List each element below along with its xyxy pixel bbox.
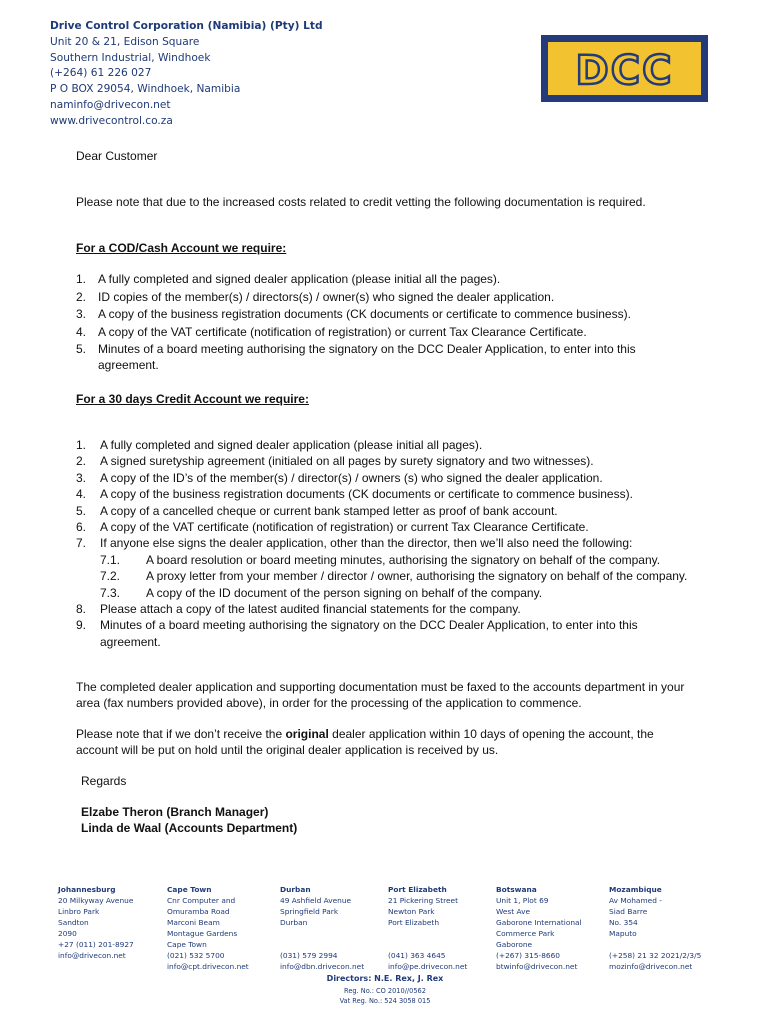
branch-line: No. 354 bbox=[609, 918, 638, 927]
branch-line: 49 Ashfield Avenue bbox=[280, 896, 352, 905]
branch-city: Durban bbox=[280, 885, 311, 894]
item-number: 2. bbox=[76, 454, 87, 469]
branch-line: Cape Town bbox=[167, 940, 207, 949]
item-number: 4. bbox=[76, 487, 87, 502]
list-item bbox=[76, 271, 696, 287]
item-text: A fully completed and signed dealer application (please initial all the pages). bbox=[98, 272, 501, 286]
list-item bbox=[76, 437, 696, 453]
company-address-block bbox=[50, 19, 323, 130]
branch-email[interactable]: info@cpt.drivecon.net bbox=[167, 962, 249, 971]
item-number: 3. bbox=[76, 470, 87, 485]
registration-number: Reg. No.: CO 2010//0562 bbox=[344, 987, 426, 995]
branch-line: Siad Barre bbox=[609, 907, 648, 916]
branch-line: Av Mohamed - bbox=[609, 896, 662, 905]
branch-city: Port Elizabeth bbox=[388, 885, 447, 894]
branch-line: Gaborone International bbox=[496, 918, 582, 927]
regards: Regards bbox=[81, 774, 127, 788]
list-item bbox=[76, 601, 696, 617]
branch-cape-town bbox=[167, 884, 272, 971]
directors: Directors: N.E. Rex, J. Rex bbox=[326, 974, 444, 983]
item-text: Minutes of a board meeting authorising the signatory on the DCC Dealer Application, to enter into this agreement. bbox=[98, 342, 636, 372]
item-text: A fully completed and signed dealer application (please initial all pages). bbox=[100, 438, 483, 452]
item-number: 5. bbox=[76, 342, 87, 356]
signatory-2: Linda de Waal (Accounts Department) bbox=[81, 821, 298, 835]
branch-line: Commerce Park bbox=[496, 929, 555, 938]
branch-contact bbox=[280, 950, 390, 972]
item-text: Please attach a copy of the latest audited financial statements for the company. bbox=[100, 602, 521, 617]
sub-item-text: A copy of the ID document of the person signing on behalf of the company. bbox=[146, 585, 543, 600]
list-item bbox=[76, 503, 696, 519]
item-number: 5. bbox=[76, 503, 87, 518]
vat-registration-number: Vat Reg. No.: 524 3058 015 bbox=[339, 997, 431, 1005]
list-item bbox=[76, 453, 696, 469]
sub-item-number: 7.3. bbox=[100, 585, 121, 600]
item-text: If anyone else signs the dealer application, other than the director, then we’ll also need the following: bbox=[100, 536, 633, 551]
branch-line: Durban bbox=[280, 918, 308, 927]
list-item bbox=[76, 535, 696, 601]
item-number: 6. bbox=[76, 520, 87, 535]
signatory-1: Elzabe Theron (Branch Manager) bbox=[81, 805, 269, 819]
branch-contact bbox=[388, 950, 498, 972]
branch-email[interactable]: mozinfo@drivecon.net bbox=[609, 962, 693, 971]
item-text: A copy of the ID’s of the member(s) / director(s) / owners (s) who signed the dealer application. bbox=[100, 470, 603, 485]
item-number: 8. bbox=[76, 602, 87, 617]
original-emphasis: original bbox=[285, 727, 329, 741]
list-item bbox=[76, 289, 696, 305]
item-text: A copy of the VAT certificate (notification of registration) or current Tax Clearance Certificate. bbox=[98, 324, 587, 339]
logo-text: DCC bbox=[575, 48, 674, 94]
original-paragraph bbox=[76, 726, 696, 758]
item-number: 7. bbox=[76, 536, 87, 551]
item-number: 2. bbox=[76, 289, 87, 304]
list-item bbox=[76, 519, 696, 535]
branch-line: Unit 1, Plot 69 bbox=[496, 896, 549, 905]
credit-heading: For a 30 days Credit Account we require: bbox=[76, 392, 309, 406]
cod-requirements-list bbox=[76, 271, 696, 375]
cod-heading: For a COD/Cash Account we require: bbox=[76, 241, 287, 255]
branch-durban bbox=[280, 884, 385, 971]
sub-list-item bbox=[100, 585, 696, 601]
branch-line: Marconi Beam bbox=[167, 918, 220, 927]
branch-line: Cnr Computer and bbox=[167, 896, 236, 905]
branch-line: West Ave bbox=[496, 907, 531, 916]
branch-line: Linbro Park bbox=[58, 907, 100, 916]
item-text: ID copies of the member(s) / directors(s) / owner(s) who signed the dealer application. bbox=[98, 289, 555, 304]
dcc-logo bbox=[541, 35, 708, 102]
sub-list-item bbox=[100, 568, 696, 584]
branch-line: Port Elizabeth bbox=[388, 918, 440, 927]
branch-line: Omuramba Road bbox=[167, 907, 230, 916]
branch-line: Gaborone bbox=[496, 940, 533, 949]
greeting: Dear Customer bbox=[76, 149, 158, 163]
list-item bbox=[76, 470, 696, 486]
original-text-before: Please note that if we don’t receive the bbox=[76, 727, 286, 741]
sub-list-item bbox=[100, 552, 696, 568]
branch-phone: (021) 532 5700 bbox=[167, 951, 225, 960]
branch-phone: (+258) 21 32 2021/2/3/5 bbox=[609, 951, 702, 960]
branch-line: Sandton bbox=[58, 918, 89, 927]
branch-line: Newton Park bbox=[388, 907, 435, 916]
item-number: 3. bbox=[76, 307, 87, 321]
company-website[interactable]: www.drivecontrol.co.za bbox=[50, 114, 173, 127]
branch-line: 21 Pickering Street bbox=[388, 896, 459, 905]
intro-paragraph: Please note that due to the increased costs related to credit vetting the following documentation is required. bbox=[76, 195, 646, 209]
item-text: A copy of the business registration documents (CK documents or certificate to commence business). bbox=[98, 307, 631, 321]
branch-phone: (+267) 315-8660 bbox=[496, 951, 560, 960]
item-text: A copy of the business registration documents (CK documents or certificate to commence business). bbox=[100, 487, 633, 502]
branch-line: 2090 bbox=[58, 929, 77, 938]
address-line-2: Southern Industrial, Windhoek bbox=[50, 51, 211, 64]
sub-item-number: 7.1. bbox=[100, 552, 121, 567]
branch-email[interactable]: btwinfo@drivecon.net bbox=[496, 962, 578, 971]
address-line-1: Unit 20 & 21, Edison Square bbox=[50, 35, 200, 48]
postal-address: P O BOX 29054, Windhoek, Namibia bbox=[50, 83, 241, 96]
branch-city: Mozambique bbox=[609, 885, 662, 894]
branch-contact bbox=[609, 950, 719, 972]
item-text: A signed suretyship agreement (initialed on all pages by surety signatory and two witnesses). bbox=[100, 454, 594, 469]
credit-requirements-list bbox=[76, 437, 696, 650]
branch-contact bbox=[496, 950, 606, 972]
branch-city: Cape Town bbox=[167, 885, 212, 894]
branch-mozambique bbox=[609, 884, 714, 971]
item-text: A copy of a cancelled cheque or current bank stamped letter as proof of bank account. bbox=[100, 503, 558, 518]
item-number: 1. bbox=[76, 438, 87, 452]
item-number: 9. bbox=[76, 618, 87, 633]
company-email[interactable]: naminfo@drivecon.net bbox=[50, 98, 171, 111]
branch-email[interactable]: info@dbn.drivecon.net bbox=[280, 962, 365, 971]
branch-johannesburg bbox=[58, 884, 163, 961]
branch-email[interactable]: info@drivecon.net bbox=[58, 951, 126, 960]
item-text: A copy of the VAT certificate (notification of registration) or current Tax Clearance Certificate. bbox=[100, 520, 589, 535]
branch-city: Johannesburg bbox=[58, 885, 116, 894]
branch-line: 20 Milkyway Avenue bbox=[58, 896, 134, 905]
list-item bbox=[76, 617, 696, 650]
branch-phone: (031) 579 2994 bbox=[280, 951, 338, 960]
item-text: Minutes of a board meeting authorising the signatory on the DCC Dealer Application, to enter into this agreement. bbox=[100, 618, 638, 649]
branch-phone: (041) 363 4645 bbox=[388, 951, 446, 960]
branch-line: Springfield Park bbox=[280, 907, 339, 916]
branch-line: Maputo bbox=[609, 929, 637, 938]
sub-item-text: A board resolution or board meeting minutes, authorising the signatory on behalf of the company. bbox=[146, 552, 661, 567]
original-text-after: dealer application within 10 days of opening the account, the account will be put on hold until the original dealer application is received by us. bbox=[76, 727, 654, 757]
branch-contact bbox=[167, 950, 277, 972]
company-name: Drive Control Corporation (Namibia) (Pty) Ltd bbox=[50, 20, 323, 32]
company-phone: (+264) 61 226 027 bbox=[50, 67, 152, 80]
item-number: 1. bbox=[76, 272, 87, 286]
branch-port-elizabeth bbox=[388, 884, 493, 971]
list-item bbox=[76, 486, 696, 502]
sub-item-text: A proxy letter from your member / director / owner, authorising the signatory on behalf of the company. bbox=[146, 569, 688, 584]
branch-city: Botswana bbox=[496, 885, 537, 894]
list-item bbox=[76, 306, 696, 322]
sub-item-number: 7.2. bbox=[100, 569, 121, 584]
fax-paragraph: The completed dealer application and supporting documentation must be faxed to the accounts department in your area (fax numbers provided above), in order for the processing of the application to commence. bbox=[76, 680, 685, 710]
branch-line: Montague Gardens bbox=[167, 929, 238, 938]
list-item bbox=[76, 341, 696, 373]
branch-botswana bbox=[496, 884, 601, 971]
list-item bbox=[76, 324, 696, 340]
branch-phone: +27 (011) 201-8927 bbox=[58, 940, 134, 949]
item-number: 4. bbox=[76, 324, 87, 339]
branch-email[interactable]: info@pe.drivecon.net bbox=[388, 962, 468, 971]
